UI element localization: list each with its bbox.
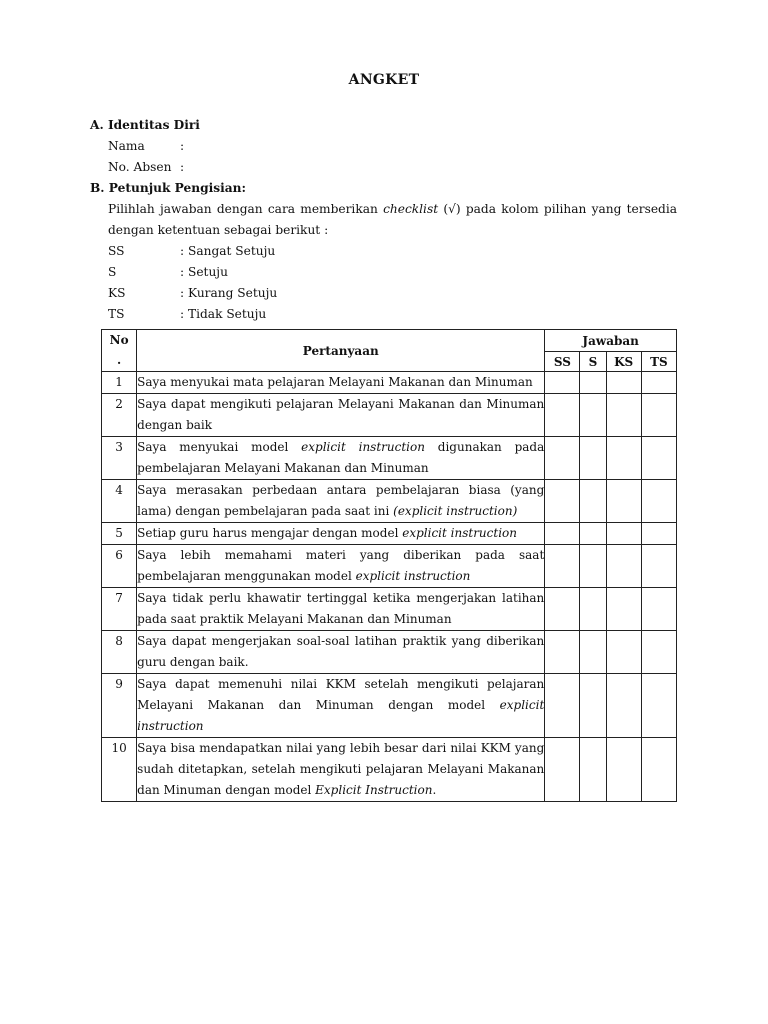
legend-code: SS (108, 244, 125, 258)
table-row (102, 545, 677, 588)
answer-cell-ts[interactable] (641, 437, 676, 480)
answer-cell-s[interactable] (580, 394, 606, 437)
answer-cell-ts[interactable] (641, 523, 676, 545)
legend-code: KS (108, 286, 126, 300)
question-segment: Saya bisa mendapatkan nilai yang lebih besar dari nilai KKM yang sudah ditetapkan, setelah mengikuti pelajaran Melayani Makanan dan Minuman dengan model (137, 741, 545, 797)
field-nama (108, 139, 184, 153)
legend-ts (108, 307, 266, 321)
answer-cell-ts[interactable] (641, 738, 676, 802)
question-text (137, 523, 545, 545)
survey-body (102, 372, 677, 802)
header-s: S (580, 352, 606, 372)
question-text (137, 738, 545, 802)
row-number: 7 (102, 588, 137, 631)
answer-cell-s[interactable] (580, 545, 606, 588)
answer-cell-s[interactable] (580, 372, 606, 394)
row-number: 1 (102, 372, 137, 394)
legend-desc: : Setuju (180, 265, 228, 279)
answer-cell-ts[interactable] (641, 394, 676, 437)
header-no-line1: No (109, 333, 129, 347)
answer-cell-ss[interactable] (545, 394, 580, 437)
row-number: 6 (102, 545, 137, 588)
answer-cell-ss[interactable] (545, 588, 580, 631)
header-question: Pertanyaan (137, 330, 545, 372)
answer-cell-ss[interactable] (545, 545, 580, 588)
answer-cell-s[interactable] (580, 674, 606, 738)
table-row (102, 394, 677, 437)
survey-table (101, 329, 677, 802)
header-no (102, 330, 137, 372)
answer-cell-ts[interactable] (641, 372, 676, 394)
question-italic-segment: explicit instruction (355, 569, 471, 583)
field-no-absen-sep: : (180, 160, 185, 174)
section-b-heading: B. Petunjuk Pengisian: (90, 181, 247, 195)
legend-ss (108, 244, 275, 258)
instruction-line-1 (108, 202, 677, 216)
question-text (137, 631, 545, 674)
row-number: 3 (102, 437, 137, 480)
question-segment: digunakan pada pembelajaran Melayani Makanan dan Minuman (137, 440, 545, 475)
question-italic-segment: Explicit Instruction (315, 783, 433, 797)
answer-cell-s[interactable] (580, 588, 606, 631)
question-text (137, 480, 545, 523)
question-segment: Saya menyukai mata pelajaran Melayani Makanan dan Minuman (137, 375, 533, 389)
field-nama-label: Nama (108, 139, 145, 153)
table-row (102, 674, 677, 738)
question-text (137, 437, 545, 480)
question-segment: Saya tidak perlu khawatir tertinggal ketika mengerjakan latihan pada saat praktik Melayani Makanan dan Minuman (137, 591, 545, 626)
answer-cell-ss[interactable] (545, 738, 580, 802)
question-segment: Saya merasakan perbedaan antara pembelajaran biasa (yang lama) dengan pembelajaran pada saat ini (137, 483, 545, 518)
answer-cell-s[interactable] (580, 437, 606, 480)
header-ss: SS (545, 352, 580, 372)
table-row (102, 523, 677, 545)
answer-cell-ts[interactable] (641, 588, 676, 631)
instruction-text-2: (√) pada kolom pilihan yang tersedia (443, 202, 678, 216)
field-nama-sep: : (180, 139, 185, 153)
legend-code: S (108, 265, 117, 279)
answer-cell-ss[interactable] (545, 372, 580, 394)
page-title: ANGKET (348, 72, 420, 88)
legend-desc: : Tidak Setuju (180, 307, 267, 321)
answer-cell-ks[interactable] (606, 523, 641, 545)
answer-cell-ss[interactable] (545, 631, 580, 674)
answer-cell-ss[interactable] (545, 480, 580, 523)
question-text (137, 394, 545, 437)
answer-cell-ks[interactable] (606, 394, 641, 437)
question-segment: Saya dapat mengerjakan soal-soal latihan praktik yang diberikan guru dengan baik. (137, 634, 545, 669)
header-ks: KS (606, 352, 641, 372)
question-italic-segment: (explicit instruction) (393, 504, 518, 518)
table-row (102, 437, 677, 480)
header-no-line2: . (116, 353, 122, 367)
table-row (102, 372, 677, 394)
header-ts: TS (641, 352, 676, 372)
answer-cell-ts[interactable] (641, 480, 676, 523)
instruction-italic: checklist (383, 202, 439, 216)
answer-cell-ss[interactable] (545, 674, 580, 738)
answer-cell-ss[interactable] (545, 437, 580, 480)
question-text (137, 372, 545, 394)
answer-cell-ss[interactable] (545, 523, 580, 545)
table-row (102, 631, 677, 674)
question-segment: Saya dapat mengikuti pelajaran Melayani Makanan dan Minuman dengan baik (137, 397, 545, 432)
section-a-heading: A. Identitas Diri (90, 118, 200, 132)
legend-desc: : Kurang Setuju (180, 286, 278, 300)
question-italic-segment: explicit instruction (402, 526, 517, 540)
answer-cell-ks[interactable] (606, 738, 641, 802)
table-row (102, 480, 677, 523)
instruction-text-1: Pilihlah jawaban dengan cara memberikan (108, 202, 378, 216)
answer-cell-ks[interactable] (606, 480, 641, 523)
answer-cell-ks[interactable] (606, 545, 641, 588)
field-no-absen (108, 160, 184, 174)
answer-cell-ks[interactable] (606, 437, 641, 480)
answer-cell-s[interactable] (580, 523, 606, 545)
question-segment: Setiap guru harus mengajar dengan model (137, 526, 403, 540)
answer-cell-s[interactable] (580, 631, 606, 674)
question-segment: . (432, 783, 437, 797)
legend-desc: : Sangat Setuju (180, 244, 276, 258)
legend-code: TS (108, 307, 125, 321)
row-number: 9 (102, 674, 137, 738)
header-answer: Jawaban (545, 330, 677, 352)
answer-cell-ts[interactable] (641, 545, 676, 588)
answer-cell-ks[interactable] (606, 588, 641, 631)
field-no-absen-label: No. Absen (108, 160, 172, 174)
question-segment: Saya dapat memenuhi nilai KKM setelah mengikuti pelajaran Melayani Makanan dan Minuman dengan model (137, 677, 545, 712)
question-italic-segment: explicit instruction (301, 440, 425, 454)
answer-cell-ks[interactable] (606, 674, 641, 738)
row-number: 4 (102, 480, 137, 523)
legend-s (108, 265, 228, 279)
question-text (137, 674, 545, 738)
row-number: 2 (102, 394, 137, 437)
table-row (102, 738, 677, 802)
answer-cell-s[interactable] (580, 480, 606, 523)
row-number: 10 (102, 738, 137, 802)
legend-ks (108, 286, 277, 300)
row-number: 8 (102, 631, 137, 674)
answer-cell-ks[interactable] (606, 631, 641, 674)
question-text (137, 588, 545, 631)
question-segment: Saya lebih memahami materi yang diberikan pada saat pembelajaran menggunakan model (137, 548, 545, 583)
table-row (102, 588, 677, 631)
instruction-line-2: dengan ketentuan sebagai berikut : (108, 223, 329, 237)
question-segment: Saya menyukai model (137, 440, 302, 454)
row-number: 5 (102, 523, 137, 545)
answer-cell-ts[interactable] (641, 631, 676, 674)
question-text (137, 545, 545, 588)
answer-cell-s[interactable] (580, 738, 606, 802)
answer-cell-ts[interactable] (641, 674, 676, 738)
answer-cell-ks[interactable] (606, 372, 641, 394)
question-italic-segment: explicit instruction (137, 698, 545, 733)
